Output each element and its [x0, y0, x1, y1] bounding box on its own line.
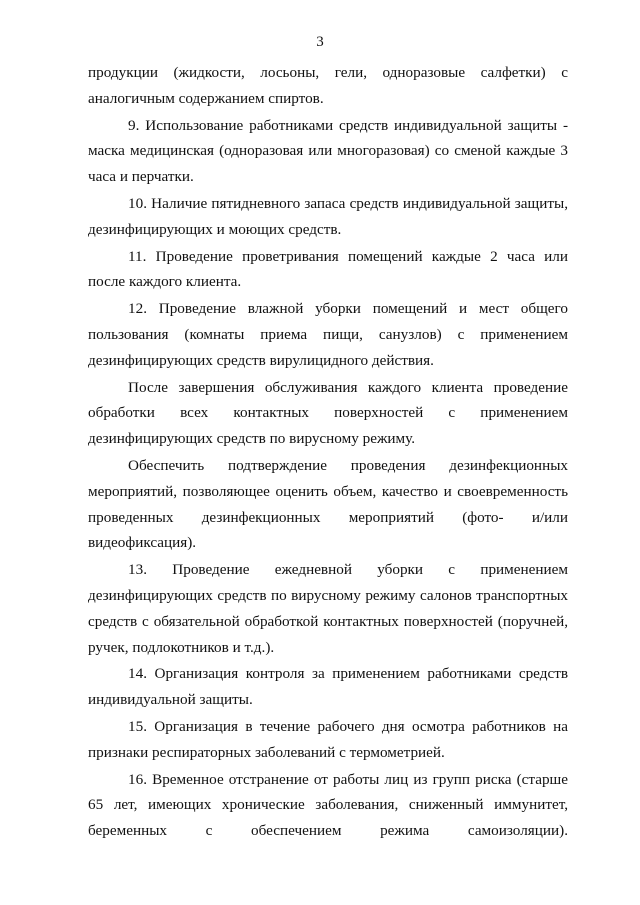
paragraph-item-15: 15. Организация в течение рабочего дня осмотра работников на признаки респираторных заболеваний с термометрией.: [88, 717, 568, 761]
paragraph-item-13: 13. Проведение ежедневной уборки с применением дезинфицирующих средств по вирусному режиму салонов транспортных средств с обязательной обработкой контактных поверхностей (поручней, ручек, подлокотников и т.д.).: [88, 561, 568, 656]
paragraph-item-14: 14. Организация контроля за применением работниками средств индивидуальной защиты.: [88, 665, 568, 709]
paragraph-item-16: 16. Временное отстранение от работы лиц из групп риска (старше 65 лет, имеющих хронические заболевания, сниженный иммунитет, беременных с обеспечением режима самоизоляции).: [88, 770, 568, 840]
paragraph-1: продукции (жидкости, лосьоны, гели, одноразовые салфетки) с аналогичным содержанием спиртов.: [88, 64, 568, 107]
paragraph-item-12: 12. Проведение влажной уборки помещений и мест общего пользования (комнаты приема пищи, санузлов) с применением дезинфицирующих средств вирулицидного действия.: [88, 300, 568, 369]
paragraph-after-service: После завершения обслуживания каждого клиента проведение обработки всех контактных поверхностей с применением дезинфицирующих средств по вирусному режиму.: [88, 378, 568, 448]
paragraph-item-11: 11. Проведение проветривания помещений каждые 2 часа или после каждого клиента.: [88, 247, 568, 291]
document-body: [88, 60, 568, 845]
paragraph-item-9: 9. Использование работниками средств индивидуальной защиты - маска медицинская (одноразовая или многоразовая) со сменой каждые 3 часа и перчатки.: [88, 116, 568, 186]
paragraph-confirmation: Обеспечить подтверждение проведения дезинфекционных мероприятий, позволяющее оценить объем, качество и своевременность проведенных дезинфекционных мероприятий (фото- и/или видеофиксация).: [88, 456, 568, 552]
page-number: 3: [316, 34, 324, 50]
paragraph-item-10: 10. Наличие пятидневного запаса средств индивидуальной защиты, дезинфицирующих и моющих средств.: [88, 194, 568, 238]
